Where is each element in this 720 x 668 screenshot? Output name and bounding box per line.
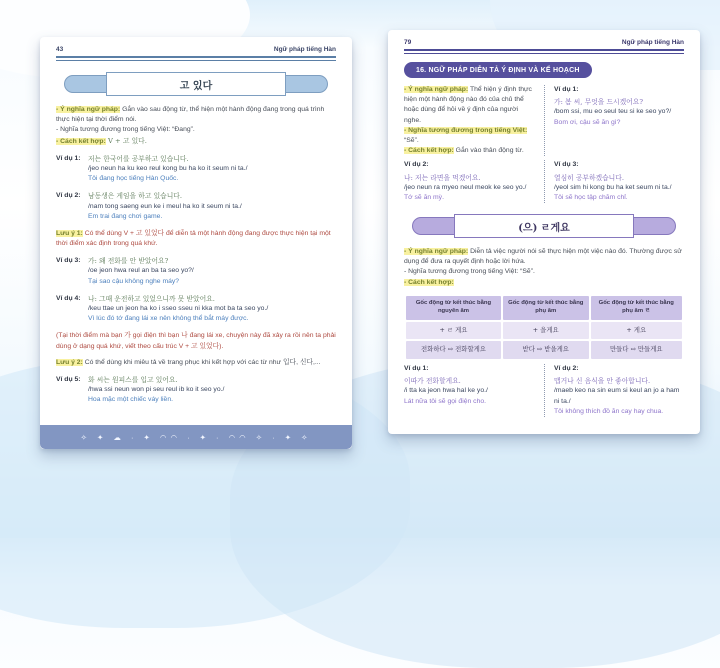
left-page-content bbox=[40, 105, 352, 406]
right-page-content-2 bbox=[388, 247, 700, 417]
example-label: Ví dụ 4: bbox=[56, 294, 81, 302]
conjugation-table bbox=[404, 294, 684, 361]
left-page-running-title: Ngữ pháp tiếng Hàn bbox=[273, 46, 336, 53]
combination-text: Gắn vào thân động từ. bbox=[453, 147, 524, 155]
equivalent-line: - Nghĩa tương đương trong tiếng Việt: “Sẽ”. bbox=[404, 268, 535, 276]
note-2 bbox=[56, 358, 336, 368]
table-row bbox=[406, 322, 682, 340]
example-translation: Tôi sẽ học tập chăm chỉ. bbox=[554, 193, 628, 201]
right-page-header bbox=[388, 30, 700, 49]
meaning-paragraph-2 bbox=[404, 247, 684, 288]
example-column-b1 bbox=[404, 364, 544, 417]
meaning-text: Gắn vào sau động từ, thể hiện một hành động đang trong quá trình thực hiện tại thời điểm nói. bbox=[56, 106, 325, 124]
combination-label: - Cách kết hợp: bbox=[404, 147, 454, 155]
table-header-cell: Gốc động từ kết thúc bằng phụ âm ㄹ bbox=[591, 296, 682, 320]
example-korean: 저는 한국어를 공부하고 있습니다. bbox=[88, 154, 189, 163]
parenthetical-note: (Tại thời điểm mà bạn 가 gọi điện thì bạn 나 đang lái xe, chuyện này đã xảy ra rồi nên ta phải dùng ở dạng quá khứ, viết theo cấu trúc V + 고 있었다). bbox=[56, 332, 336, 350]
example-translation: Tại sao cậu không nghe máy? bbox=[88, 277, 180, 285]
example-column-3 bbox=[544, 160, 684, 203]
meaning-text: Thể hiện ý định thực hiện một hành động nào đó của chủ thể hoặc dùng để hỏi về ý định của người nghe. bbox=[404, 86, 532, 124]
example-label: Ví dụ 2: bbox=[404, 161, 429, 169]
equivalent-line: - Nghĩa tương đương trong tiếng Việt: “Đang”. bbox=[56, 126, 195, 134]
table-header-cell: Gốc động từ kết thúc bằng nguyên âm bbox=[406, 296, 501, 320]
example-romanization: /yeol sim hi kong bu ha ket seum ni ta./ bbox=[554, 183, 672, 191]
section-title-banner: 16. NGỮ PHÁP DIỄN TẢ Ý ĐỊNH VÀ KẾ HOẠCH bbox=[404, 62, 592, 78]
intro-column bbox=[404, 85, 544, 156]
example-romanization: /i tta ka jeon hwa hal ke yo./ bbox=[404, 387, 488, 395]
example-romanization: /hwa ssi neun won pi seu reul ib ko it seo yo./ bbox=[88, 386, 225, 394]
right-book-page bbox=[388, 30, 700, 434]
left-book-page bbox=[40, 37, 352, 449]
example-label: Ví dụ 1: bbox=[554, 86, 579, 93]
example-label: Ví dụ 2: bbox=[56, 192, 81, 200]
note-1-label: Lưu ý 1: bbox=[56, 229, 83, 237]
meaning-label: - Ý nghĩa ngữ pháp: bbox=[56, 106, 121, 113]
table-header-row bbox=[406, 296, 682, 320]
left-page-number: 43 bbox=[56, 46, 64, 53]
example-translation: Vì lúc đó tớ đang lái xe nên không thể bắt máy được. bbox=[88, 315, 249, 323]
example-body bbox=[88, 256, 194, 287]
example-korean: 맵거나 신 음식을 안 좋아합니다. bbox=[554, 377, 651, 386]
example-item-3 bbox=[56, 256, 336, 287]
example-translation: Tôi đang học tiếng Hàn Quốc. bbox=[88, 175, 179, 183]
example-translation: Bom ơi, cậu sẽ ăn gì? bbox=[554, 118, 621, 126]
decorative-footer-band: ✧ ✦ ☁ · ✦ ◠◠ · ✦ · ◠◠ ✧ · ✦ ✧ bbox=[40, 425, 352, 449]
example-row-bottom bbox=[404, 364, 684, 417]
example-body bbox=[88, 154, 247, 185]
table-cell: 전화하다 ⇨ 전화할게요 bbox=[406, 341, 501, 359]
example-item-5 bbox=[56, 375, 336, 406]
example-korean: 남동생은 게임을 하고 있습니다. bbox=[88, 192, 182, 201]
meaning-text: Diễn tả việc người nói sẽ thực hiện một việc nào đó. Thường được sử dụng để đưa ra quyết định hoặc lời hứa. bbox=[404, 248, 682, 266]
example-romanization: /oe jeon hwa reul an ba ta seo yo?/ bbox=[88, 267, 194, 275]
grammar-title-text: 고 있다 bbox=[106, 72, 286, 96]
right-page-number: 79 bbox=[404, 39, 412, 46]
meaning-label: - Ý nghĩa ngữ pháp: bbox=[404, 248, 469, 256]
note-2-label: Lưu ý 2: bbox=[56, 358, 83, 366]
example-translation: Em trai đang chơi game. bbox=[88, 212, 163, 220]
example-romanization: /jeo neun ha ku keo reul kong bu ha ko it seum ni ta./ bbox=[88, 164, 248, 172]
example-korean: 열심히 공부하겠습니다. bbox=[554, 173, 624, 182]
example-korean: 가: 왜 전화를 안 받았어요? bbox=[88, 257, 169, 266]
example-romanization: /keu ttae un jeon ha ko i sseo sseu ni kka mot ba ta seo yo./ bbox=[88, 305, 269, 312]
example-korean: 나: 그때 운전하고 있었으니까 못 받았어요. bbox=[88, 294, 215, 303]
example-korean: 이따가 전화할게요. bbox=[404, 377, 461, 386]
example-body bbox=[88, 375, 224, 406]
example-column-2 bbox=[404, 160, 544, 203]
left-header-rule bbox=[56, 56, 336, 61]
example-item-1 bbox=[56, 154, 336, 185]
example-item-2 bbox=[56, 191, 336, 222]
subtitle-banner-text: (으) ㄹ게요 bbox=[454, 214, 634, 238]
table-cell: + 게요 bbox=[591, 322, 682, 340]
example-translation: Tôi không thích đồ ăn cay hay chua. bbox=[554, 407, 664, 415]
example-body bbox=[88, 294, 268, 325]
example-romanization: /jeo neun ra myeo neul meok ke seo yo./ bbox=[404, 183, 527, 191]
example-korean: 나: 저는 라면을 먹겠어요. bbox=[404, 173, 481, 182]
example-translation: Tớ sẽ ăn mỳ. bbox=[404, 193, 444, 201]
combination-label: - Cách kết hợp: bbox=[404, 278, 454, 286]
example-korean: 가: 봄 씨, 무엇을 드시겠어요? bbox=[554, 98, 643, 107]
table-header-cell: Gốc động từ kết thúc bằng phụ âm bbox=[503, 296, 589, 320]
example-label: Ví dụ 3: bbox=[554, 161, 579, 169]
example-body bbox=[88, 191, 242, 222]
example-item-4 bbox=[56, 294, 336, 325]
table-cell: 만들다 ⇨ 만들게요 bbox=[591, 341, 682, 359]
right-page-content bbox=[388, 85, 700, 203]
equivalent-label: - Nghĩa tương đương trong tiếng Việt: bbox=[404, 126, 528, 134]
combination-label: - Cách kết hợp: bbox=[56, 137, 106, 145]
example-column-1 bbox=[544, 85, 684, 156]
example-label: Ví dụ 2: bbox=[554, 364, 579, 372]
example-romanization: /nam tong saeng eun ke i meul ha ko it seum ni ta./ bbox=[88, 202, 242, 210]
note-1 bbox=[56, 229, 336, 249]
example-row-2-3 bbox=[404, 160, 684, 203]
right-header-rule bbox=[404, 49, 684, 54]
right-page-running-title: Ngữ pháp tiếng Hàn bbox=[621, 39, 684, 46]
intro-and-example-row bbox=[404, 85, 684, 156]
left-page-header bbox=[40, 37, 352, 56]
example-label: Ví dụ 3: bbox=[56, 257, 81, 265]
table-row bbox=[406, 341, 682, 359]
example-label: Ví dụ 1: bbox=[56, 154, 81, 162]
example-label: Ví dụ 5: bbox=[56, 375, 81, 383]
subtitle-banner bbox=[412, 214, 676, 238]
example-column-b2 bbox=[544, 364, 684, 417]
table-cell: + ㄹ 게요 bbox=[406, 322, 501, 340]
example-korean: 화 씨는 원피스를 입고 있어요. bbox=[88, 375, 178, 384]
table-cell: + 을게요 bbox=[503, 322, 589, 340]
example-romanization: /bom ssi, mu eo seul teu si ke seo yo?/ bbox=[554, 108, 672, 116]
example-translation: Lát nữa tôi sẽ gọi điện cho. bbox=[404, 397, 487, 405]
meaning-paragraph bbox=[56, 105, 336, 147]
table-cell: 받다 ⇨ 받을게요 bbox=[503, 341, 589, 359]
grammar-title-banner bbox=[64, 72, 328, 96]
equivalent-text: “Sẽ”. bbox=[404, 136, 419, 144]
example-label: Ví dụ 1: bbox=[404, 364, 429, 372]
meaning-label: - Ý nghĩa ngữ pháp: bbox=[404, 86, 469, 93]
example-translation: Hoa mặc một chiếc váy liền. bbox=[88, 396, 173, 404]
note-1-text: Có thể dùng V + 고 있었다 để diễn tả một hành động đang được thực hiện tại một thời điểm xác định trong quá khứ. bbox=[56, 229, 331, 248]
note-2-text: Có thể dùng khi miêu tả về trang phục khi kết hợp với các từ như 입다, 신다,... bbox=[82, 358, 321, 366]
combination-formula: V + 고 있다. bbox=[105, 136, 147, 145]
example-romanization: /maeb keo na sin eum si keul an jo a ham ni ta./ bbox=[554, 387, 680, 405]
